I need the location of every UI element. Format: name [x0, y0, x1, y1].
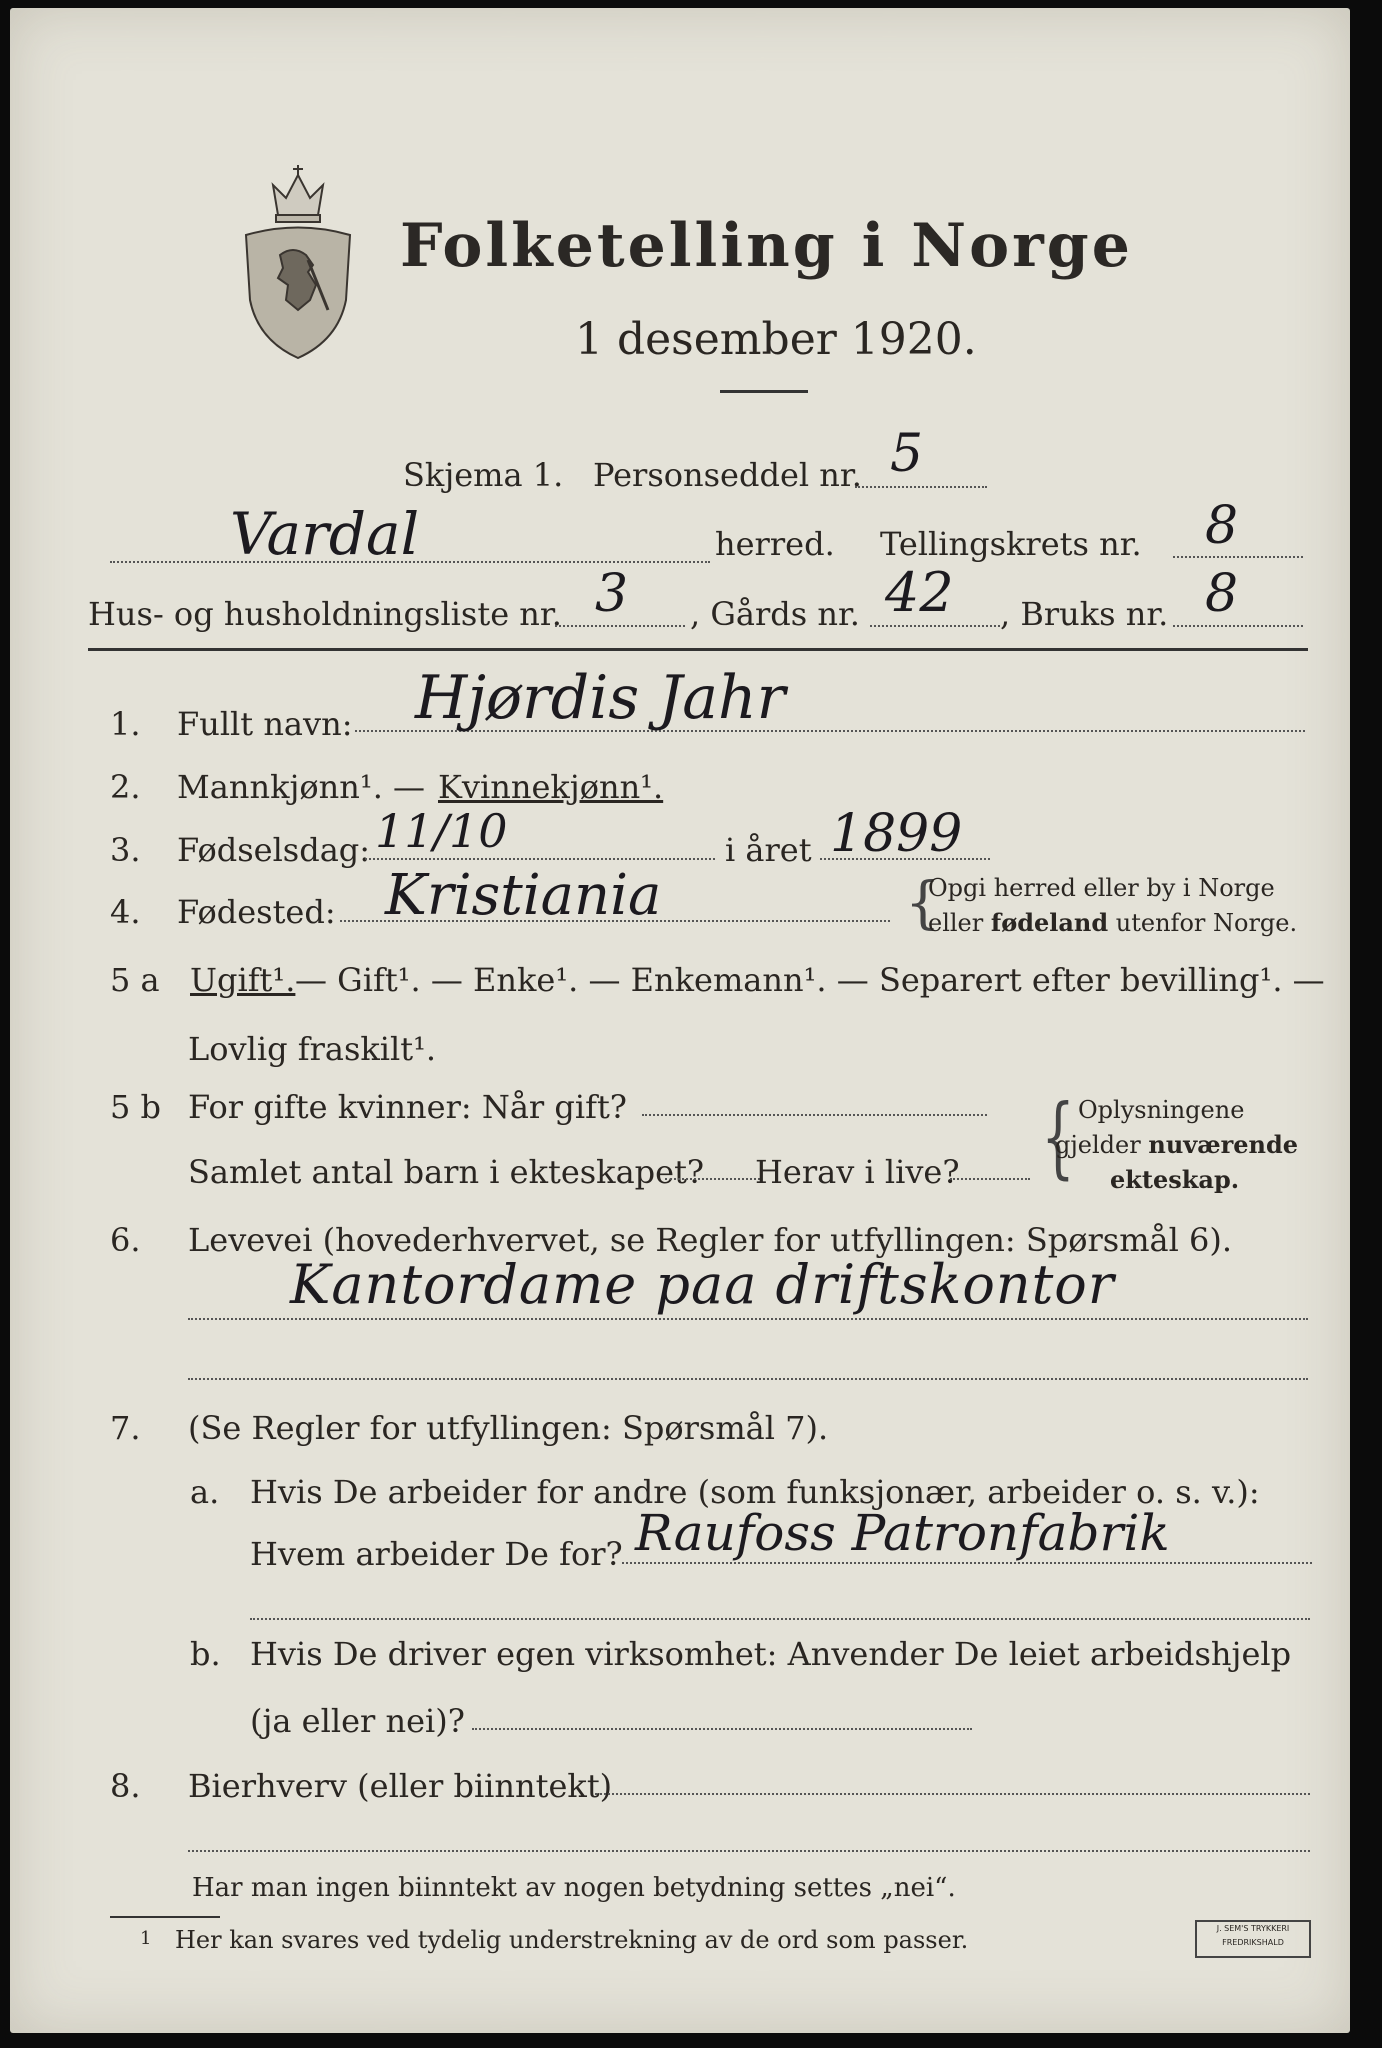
title-divider: [720, 390, 808, 393]
skjema-label: Skjema 1.: [403, 456, 564, 494]
q3-number: 3.: [110, 831, 141, 869]
footnote-number: 1: [140, 1928, 152, 1949]
q5b-note-gjelder: gjelder: [1055, 1131, 1141, 1159]
brace-icon: {: [1041, 1085, 1075, 1188]
header-divider: [88, 648, 1308, 651]
married-when-field[interactable]: [642, 1114, 987, 1116]
herred-value[interactable]: Vardal: [230, 500, 420, 568]
q3-label: Fødselsdag:: [177, 831, 371, 869]
bruks-value[interactable]: 8: [1205, 564, 1239, 624]
q4-note-fodeland: fødeland: [990, 908, 1109, 937]
birth-year-value[interactable]: 1899: [830, 804, 963, 864]
tellingskrets-label: Tellingskrets nr.: [880, 525, 1142, 563]
q4-note-utenfor: utenfor Norge.: [1115, 909, 1298, 937]
full-name-value[interactable]: Hjørdis Jahr: [415, 663, 786, 733]
male-option[interactable]: Mannkjønn¹. —: [177, 768, 426, 806]
q7b-question: (ja eller nei)?: [250, 1702, 465, 1740]
children-alive-label: Herav i live?: [755, 1153, 960, 1191]
side-income-field[interactable]: [595, 1793, 1310, 1795]
footer-divider: [110, 1916, 220, 1918]
tellingskrets-value[interactable]: 8: [1205, 496, 1239, 556]
census-form-paper: [10, 8, 1350, 2033]
q6-label: Levevei (hovederhvervet, se Regler for utfyllingen: Spørsmål 6).: [188, 1221, 1233, 1259]
personseddel-label: Personseddel nr.: [593, 456, 862, 494]
female-option[interactable]: Kvinnekjønn¹.: [438, 768, 664, 806]
q4-note-line1: Opgi herred eller by i Norge: [928, 874, 1275, 902]
q5a-number: 5 a: [110, 961, 160, 999]
married-when-label: For gifte kvinner: Når gift?: [188, 1088, 627, 1126]
children-total-field[interactable]: [665, 1178, 760, 1180]
stamp-line1: J. SEM'S TRYKKERI: [1216, 1924, 1290, 1933]
form-title: Folketelling i Norge: [400, 211, 1133, 281]
birthplace-value[interactable]: Kristiania: [385, 863, 662, 928]
q5b-number: 5 b: [110, 1088, 162, 1126]
q4-label: Fødested:: [177, 893, 336, 931]
q2-number: 2.: [110, 768, 141, 806]
q4-number: 4.: [110, 893, 141, 931]
q1-number: 1.: [110, 705, 141, 743]
ugift-option[interactable]: Ugift¹.: [190, 961, 296, 999]
q7b-letter: b.: [190, 1635, 221, 1673]
q8-number: 8.: [110, 1767, 141, 1805]
herred-label: herred.: [715, 525, 835, 563]
q5b-note1: Oplysningene: [1078, 1096, 1245, 1124]
q7-label: (Se Regler for utfyllingen: Spørsmål 7).: [188, 1409, 829, 1447]
q7a-question: Hvem arbeider De for?: [250, 1535, 623, 1573]
gards-label: , Gårds nr.: [690, 595, 860, 633]
norwegian-coat-of-arms-icon: [238, 160, 358, 365]
q7a-text: Hvis De arbeider for andre (som funksjonær, arbeider o. s. v.):: [250, 1473, 1260, 1511]
children-total-label: Samlet antal barn i ekteskapet?: [188, 1153, 705, 1191]
footnote-text: Her kan svares ved tydelig understrekning av de ord som passer.: [175, 1926, 969, 1954]
bruks-label: , Bruks nr.: [1000, 595, 1169, 633]
personseddel-value[interactable]: 5: [890, 424, 924, 484]
q6-number: 6.: [110, 1221, 141, 1259]
q1-label: Fullt navn:: [177, 705, 353, 743]
occupation-value[interactable]: Kantordame paa driftskontor: [290, 1253, 1115, 1316]
husliste-value[interactable]: 3: [595, 564, 629, 624]
employer-value[interactable]: Raufoss Patronfabrik: [635, 1504, 1170, 1562]
gards-value[interactable]: 42: [885, 561, 954, 624]
q7b-text: Hvis De driver egen virksomhet: Anvender De leiet arbeidshjelp: [250, 1635, 1292, 1673]
census-date: 1 desember 1920.: [575, 314, 977, 365]
year-label: i året: [725, 831, 812, 869]
stamp-line2: FREDRIKSHALD: [1222, 1938, 1284, 1947]
q7a-letter: a.: [190, 1473, 220, 1511]
q5b-note-nuvaerende: nuværende: [1148, 1130, 1299, 1159]
civil-status-options[interactable]: — Gift¹. — Enke¹. — Enkemann¹. — Separert efter bevilling¹. —: [295, 961, 1325, 999]
q8-label: Bierhverv (eller biinntekt): [188, 1767, 613, 1805]
lovlig-fraskilt-option[interactable]: Lovlig fraskilt¹.: [188, 1030, 437, 1068]
no-income-note: Har man ingen biinntekt av nogen betydning settes „nei“.: [192, 1873, 956, 1903]
printer-stamp: [1195, 1920, 1311, 1958]
q5b-note3: ekteskap.: [1110, 1165, 1240, 1194]
birthdate-value[interactable]: 11/10: [375, 804, 508, 858]
hired-help-field[interactable]: [472, 1728, 972, 1730]
husliste-label: Hus- og husholdningsliste nr.: [88, 595, 562, 633]
brace-icon: {: [905, 871, 941, 936]
q7-number: 7.: [110, 1409, 141, 1447]
q4-note-eller: eller: [928, 909, 984, 937]
children-alive-field[interactable]: [950, 1178, 1030, 1180]
